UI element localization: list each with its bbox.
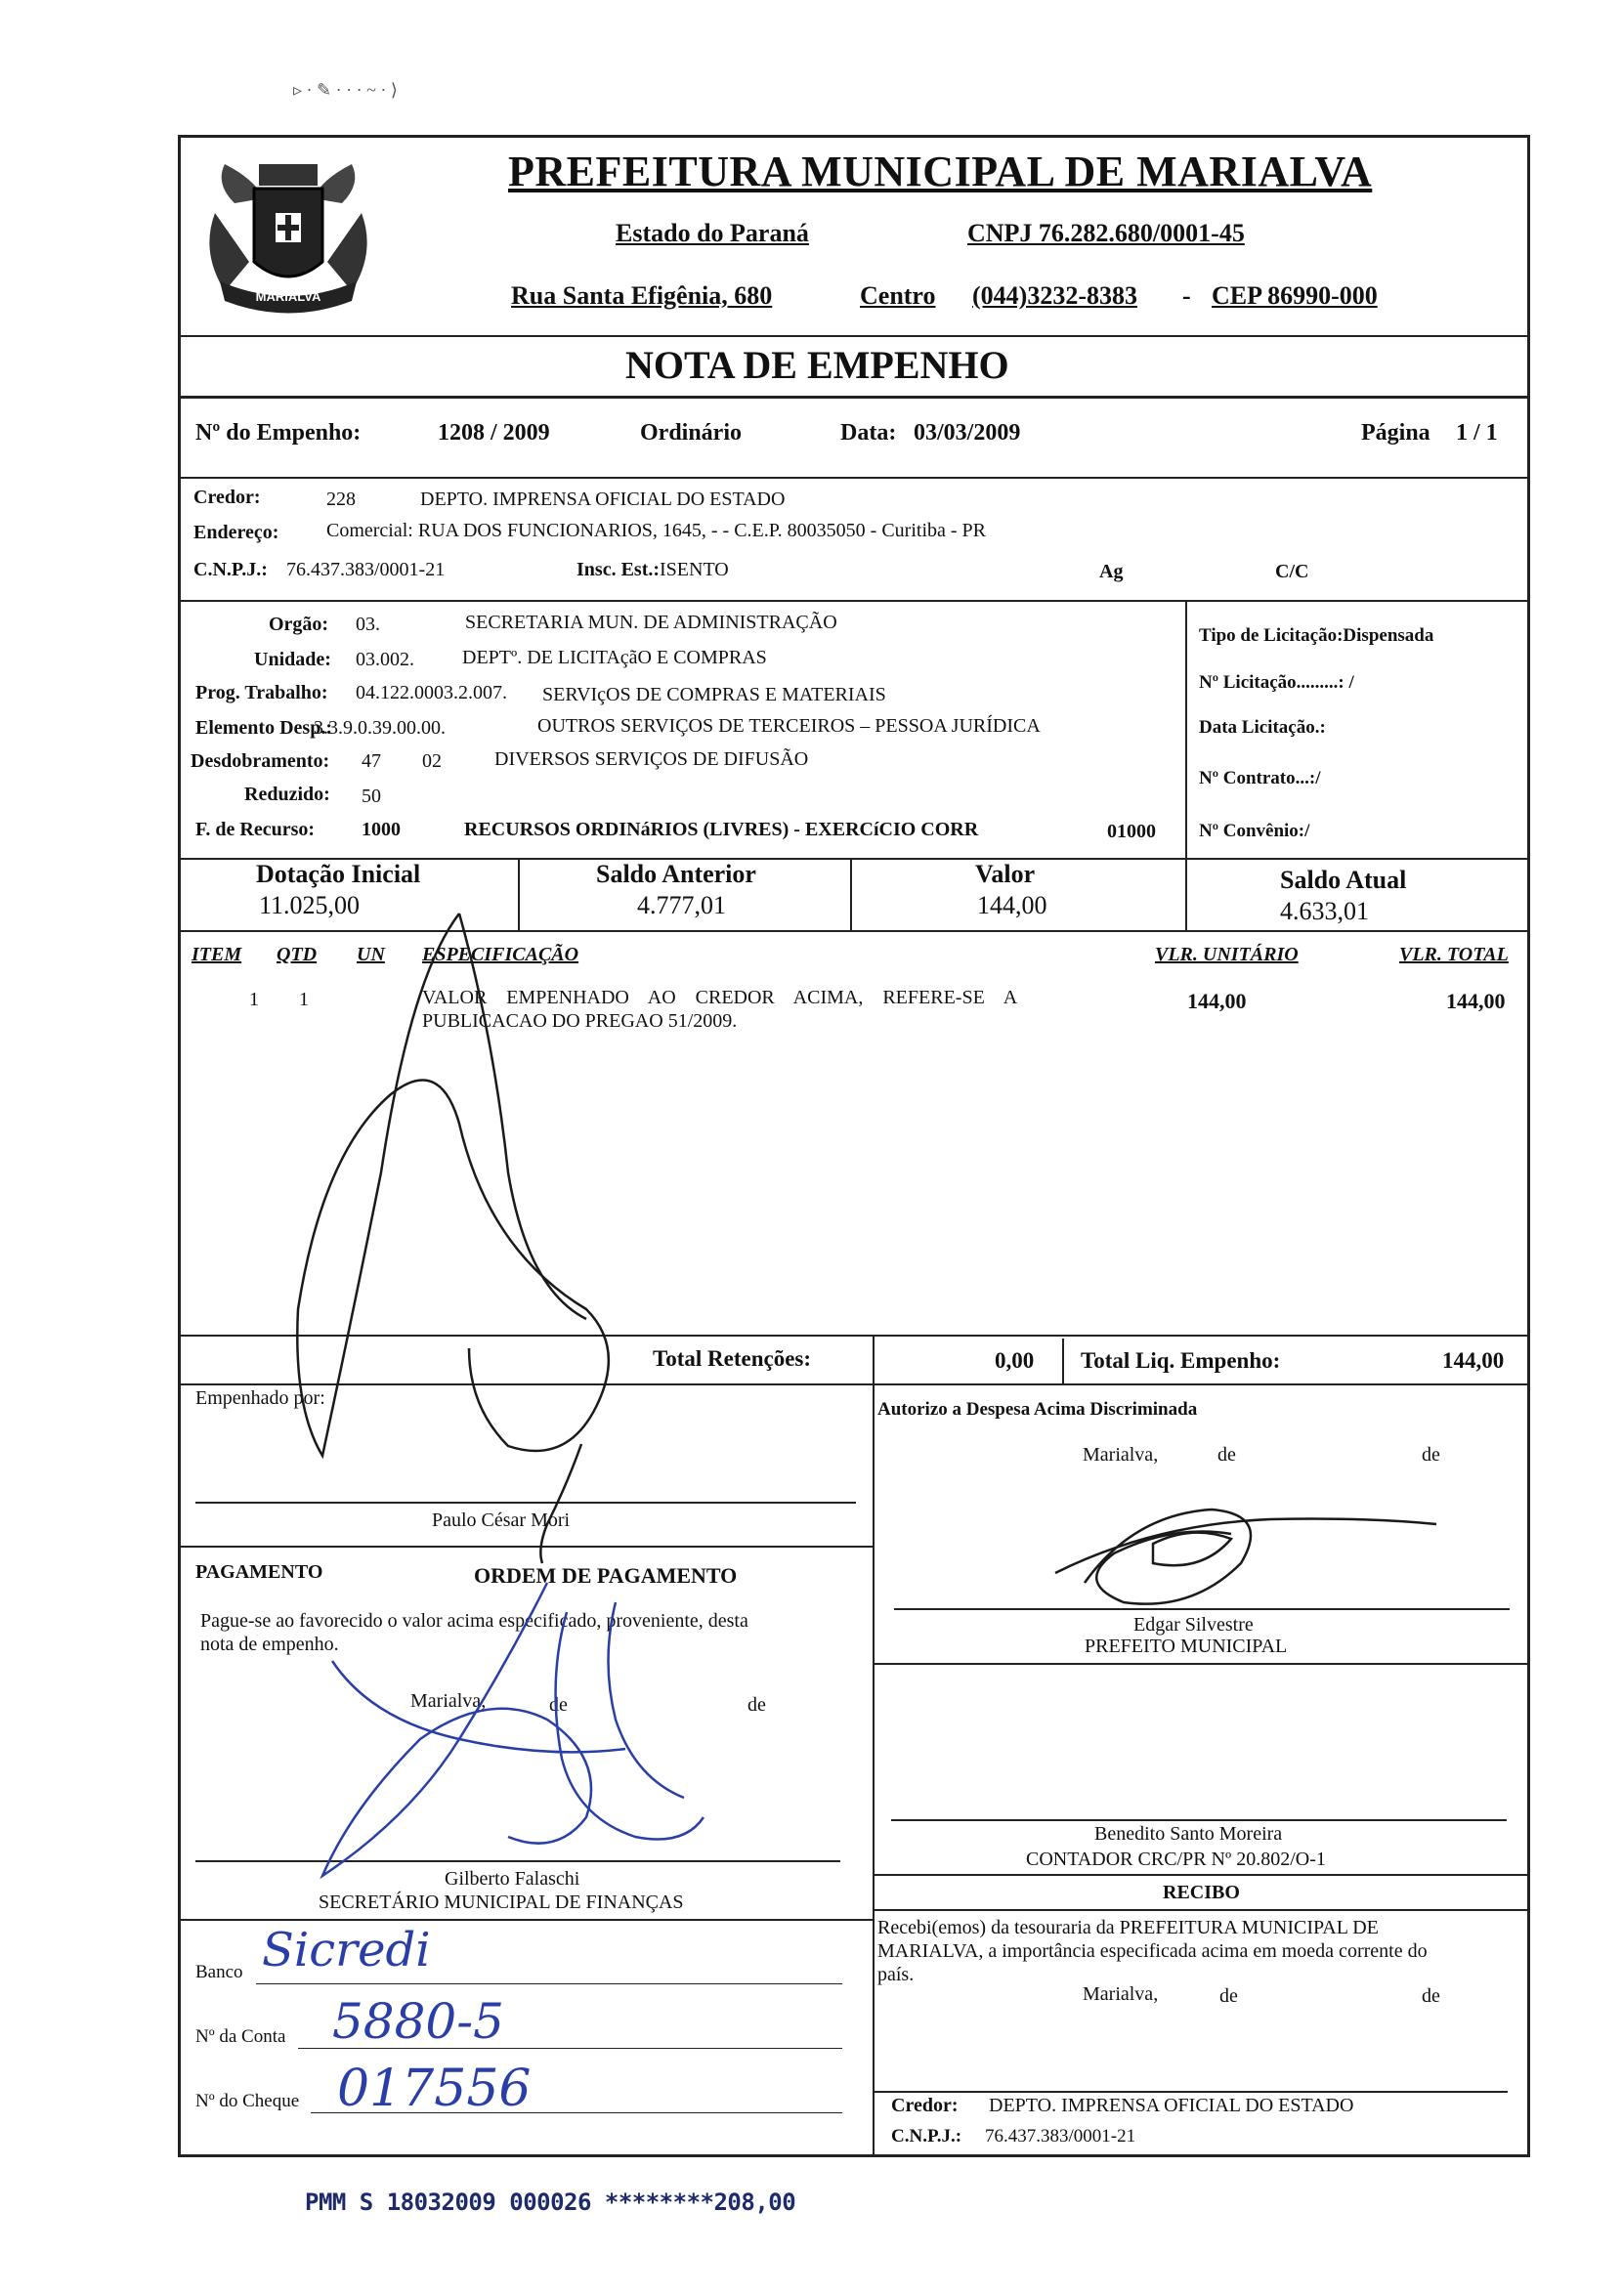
empenho-number: 1208 / 2009 [438, 420, 550, 446]
convenio-numero: Nº Convênio:/ [1199, 821, 1310, 841]
dotacao-label: Dotação Inicial [256, 860, 421, 888]
elem-label: Elemento Desp.: [195, 717, 332, 739]
total-retencoes-label: Total Retenções: [653, 1346, 812, 1371]
autorizo-place: Marialva, [1083, 1444, 1159, 1466]
row-total: 144,00 [1446, 989, 1506, 1013]
dotacao-value: 11.025,00 [259, 891, 361, 919]
header-street: Rua Santa Efigênia, 680 [511, 281, 773, 310]
recibo-de2: de [1422, 1985, 1440, 2007]
recibo-credor-label: Credor: [891, 2095, 959, 2116]
page-title: PREFEITURA MUNICIPAL DE MARIALVA [508, 148, 1373, 195]
address-label: Endereço: [193, 522, 279, 543]
desdob-b: 02 [422, 750, 442, 772]
total-liq-value: 144,00 [1442, 1348, 1505, 1373]
total-liq-label: Total Liq. Empenho: [1081, 1348, 1281, 1373]
saldo-atual-label: Saldo Atual [1280, 866, 1407, 894]
ordem-pagamento-title: ORDEM DE PAGAMENTO [474, 1563, 738, 1588]
ag-label: Ag [1099, 561, 1124, 582]
recibo-text-1: Recebi(emos) da tesouraria da PREFEITURA MUNICIPAL DE [877, 1917, 1379, 1938]
unidade-name: DEPTº. DE LICITAçãO E COMPRAS [462, 647, 767, 668]
fonte-name: RECURSOS ORDINáRIOS (LIVRES) - EXERCíCIO CORR [464, 819, 979, 840]
saldo-anterior-label: Saldo Anterior [596, 860, 756, 888]
prog-label: Prog. Trabalho: [195, 682, 328, 703]
unidade-code: 03.002. [356, 649, 414, 670]
reduzido-value: 50 [362, 786, 381, 807]
col-un: UN [357, 944, 385, 965]
row-qtd: 1 [299, 989, 309, 1010]
orgao-name: SECRETARIA MUN. DE ADMINISTRAÇÃO [465, 612, 837, 633]
empenhado-name: Paulo César Mori [432, 1509, 571, 1531]
col-total: VLR. TOTAL [1399, 944, 1509, 965]
fonte-label: F. de Recurso: [195, 819, 316, 840]
autorizo-name: Edgar Silvestre [1133, 1614, 1254, 1636]
empenho-number-label: Nº do Empenho: [195, 420, 362, 446]
recibo-cnpj: 76.437.383/0001-21 [985, 2126, 1136, 2147]
doc-title: NOTA DE EMPENHO [625, 343, 1009, 387]
desdob-name: DIVERSOS SERVIÇOS DE DIFUSÃO [494, 748, 809, 770]
recibo-credor: DEPTO. IMPRENSA OFICIAL DO ESTADO [989, 2095, 1354, 2116]
recibo-cnpj-label: C.N.P.J.: [891, 2126, 962, 2147]
empenhado-label: Empenhado por: [195, 1387, 325, 1409]
empenho-type: Ordinário [640, 420, 743, 446]
row-spec-1: VALOR EMPENHADO AO CREDOR ACIMA, REFERE-SE A [422, 987, 1018, 1008]
scan-marks: ▹ · ✎ · · · ~ · ⟩ [293, 80, 398, 100]
saldo-anterior-value: 4.777,01 [637, 891, 726, 919]
empenho-date-label: Data: [840, 420, 897, 446]
col-item: ITEM [192, 944, 242, 965]
credor-label: Credor: [193, 487, 261, 508]
insc-value: ISENTO [660, 559, 729, 580]
pagamento-text-2: nota de empenho. [200, 1634, 339, 1655]
cc-label: C/C [1275, 561, 1309, 582]
header-cnpj: CNPJ 76.282.680/0001-45 [967, 219, 1245, 247]
crest-icon [195, 145, 381, 320]
elem-name: OUTROS SERVIÇOS DE TERCEIROS – PESSOA JURÍDICA [537, 715, 1041, 737]
contador-role: CONTADOR CRC/PR Nº 20.802/O-1 [1026, 1849, 1326, 1870]
licitacao-data: Data Licitação.: [1199, 717, 1326, 738]
cheque-label: Nº do Cheque [195, 2091, 300, 2111]
col-qtd: QTD [277, 944, 318, 965]
desdob-a: 47 [362, 750, 381, 772]
autorizo-role: PREFEITO MUNICIPAL [1085, 1636, 1288, 1657]
fonte-ref: 01000 [1107, 821, 1156, 842]
credor-address: Comercial: RUA DOS FUNCIONARIOS, 1645, - - C.E.P. 80035050 - Curitiba - PR [326, 520, 987, 541]
credor-name: DEPTO. IMPRENSA OFICIAL DO ESTADO [420, 489, 786, 510]
crest-banner: MARIALVA [255, 289, 321, 304]
page-number: 1 / 1 [1456, 420, 1498, 446]
recibo-place: Marialva, [1083, 1983, 1159, 2005]
credor-cnpj-label: C.N.P.J.: [193, 559, 268, 580]
orgao-label: Orgão: [269, 614, 329, 635]
empenho-date: 03/03/2009 [914, 420, 1021, 446]
banco-handwritten: Sicredi [262, 1923, 431, 1977]
valor-value: 144,00 [977, 891, 1047, 919]
col-unit: VLR. UNITÁRIO [1155, 944, 1299, 965]
recibo-text-2: MARIALVA, a importância especificada acima em moeda corrente do [877, 1940, 1428, 1962]
licitacao-tipo: Tipo de Licitação:Dispensada [1199, 625, 1434, 646]
pagamento-de1: de [549, 1694, 568, 1716]
header-sep: - [1182, 281, 1191, 310]
contrato-numero: Nº Contrato...:/ [1199, 768, 1321, 788]
pagamento-name: Gilberto Falaschi [445, 1868, 580, 1890]
recibo-title: RECIBO [1163, 1882, 1240, 1903]
pagamento-de2: de [747, 1694, 766, 1716]
pagamento-label: PAGAMENTO [195, 1561, 323, 1583]
licitacao-numero: Nº Licitação.........: / [1199, 672, 1354, 693]
recibo-de1: de [1219, 1985, 1238, 2007]
total-retencoes-value: 0,00 [995, 1348, 1035, 1373]
pagamento-text-1: Pague-se ao favorecido o valor acima especificado, proveniente, desta [200, 1610, 748, 1632]
credor-cnpj: 76.437.383/0001-21 [286, 559, 446, 580]
cheque-handwritten: 017556 [337, 2060, 532, 2118]
insc-label: Insc. Est.: [576, 559, 661, 580]
conta-handwritten: 5880-5 [332, 1993, 504, 2050]
row-item: 1 [249, 989, 259, 1010]
elem-code: 3.3.9.0.39.00.00. [314, 717, 446, 739]
credor-code: 228 [326, 489, 356, 510]
row-spec-2: PUBLICACAO DO PREGAO 51/2009. [422, 1010, 738, 1032]
saldo-atual-value: 4.633,01 [1280, 897, 1369, 925]
pagamento-place: Marialva, [410, 1690, 487, 1712]
bank-stamp: PMM S 18032009 000026 ********208,00 [305, 2189, 796, 2216]
reduzido-label: Reduzido: [244, 784, 330, 805]
header-district: Centro [860, 281, 936, 310]
conta-label: Nº da Conta [195, 2026, 286, 2047]
prog-name: SERVIçOS DE COMPRAS E MATERIAIS [542, 684, 886, 705]
desdob-label: Desdobramento: [191, 750, 330, 772]
contador-name: Benedito Santo Moreira [1094, 1823, 1283, 1845]
state-name: Estado do Paraná [616, 219, 809, 247]
header-phone: (044)3232-8383 [972, 281, 1137, 310]
banco-label: Banco [195, 1962, 243, 1982]
row-unit: 144,00 [1187, 989, 1247, 1013]
orgao-code: 03. [356, 614, 380, 635]
pagamento-role: SECRETÁRIO MUNICIPAL DE FINANÇAS [319, 1892, 684, 1913]
autorizo-de2: de [1422, 1444, 1440, 1466]
unidade-label: Unidade: [254, 649, 331, 670]
valor-label: Valor [975, 860, 1036, 888]
col-spec: ESPECIFICAÇÃO [422, 944, 579, 965]
autorizo-title: Autorizo a Despesa Acima Discriminada [877, 1399, 1198, 1420]
recibo-text-3: país. [877, 1964, 915, 1985]
autorizo-de1: de [1217, 1444, 1236, 1466]
page-label: Página [1361, 420, 1430, 446]
fonte-code: 1000 [362, 819, 401, 840]
prog-code: 04.122.0003.2.007. [356, 682, 507, 703]
header-cep: CEP 86990-000 [1212, 281, 1378, 310]
